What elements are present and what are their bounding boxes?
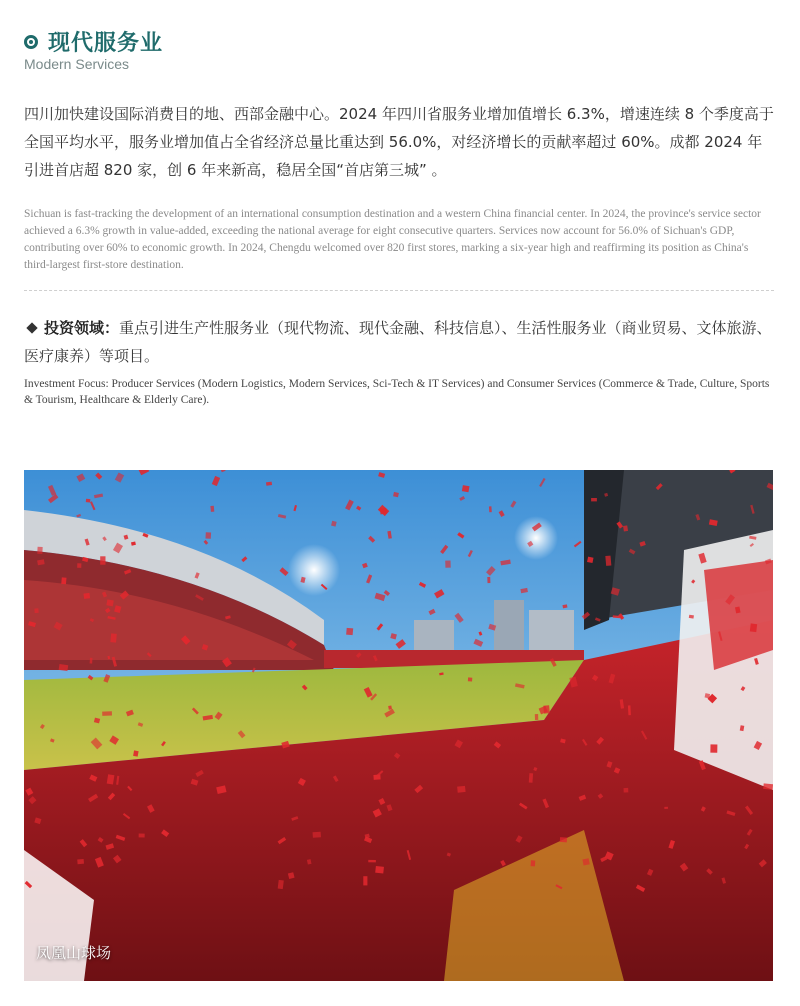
dashed-divider — [24, 290, 774, 291]
intro-paragraph-en: Sichuan is fast-tracking the development of an international consumption destination and a western China financial center. In 2024, the province's service sector achieved a 6.3% growth in value-added, exceeding the national average for eight consecutive quarters. Services now account for 56.0% of Sichuan's GDP, contributing over 60% to economic growth. In 2024, Chengdu welcomed over 820 first stores, marking a six-year high and reaffirming its position as China's third-largest first-store destination. — [24, 208, 761, 271]
section-title-cn: 现代服务业 — [48, 31, 164, 56]
photo-caption: 凤凰山球场 — [36, 944, 112, 962]
investment-label: 投资领域： — [44, 319, 120, 337]
stadium-illustration — [24, 470, 773, 981]
investment-text: 重点引进生产性服务业（现代物流、现代金融、科技信息）、生活性服务业（商业贸易、文体旅游、医疗康养）等项目。 — [24, 319, 772, 365]
section-heading — [24, 26, 163, 57]
investment-focus-en: Investment Focus: Producer Services (Modern Logistics, Modern Services, Sci-Tech & IT Services) and Consumer Services (Commerce & Trade, Culture, Sports & Tourism, Healthcare & Elderly Care). — [24, 378, 770, 406]
diamond-bullet-icon — [26, 322, 37, 333]
investment-focus-cn — [24, 314, 776, 370]
stadium-photo — [24, 470, 773, 981]
section-title-en: Modern Services — [24, 56, 130, 72]
target-bullet-icon — [24, 35, 38, 49]
intro-paragraph-cn: 四川加快建设国际消费目的地、西部金融中心。2024 年四川省服务业增加值增长 6.3%，增速连续 8 个季度高于全国平均水平，服务业增加值占全省经济总量比重达到 56.0%，对经济增长的贡献率超过 60%。成都 2024 年引进首店超 820 家，创 6 年来新高，稳居全国“首店第三城” 。 — [24, 105, 774, 179]
